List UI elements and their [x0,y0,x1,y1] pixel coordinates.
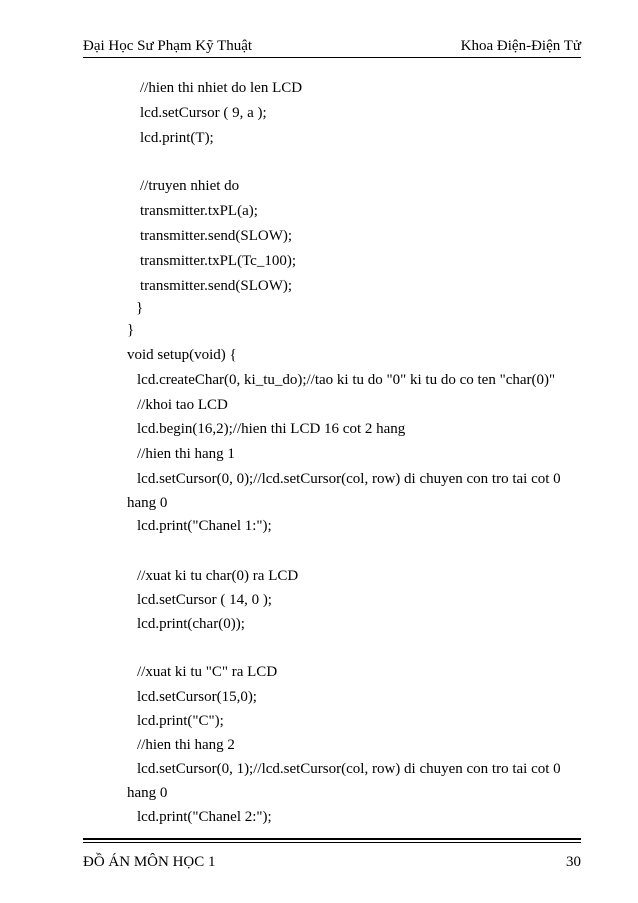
page-header [83,36,581,58]
code-line: lcd.createChar(0, ki_tu_do);//tao ki tu do "0" ki tu do co ten "char(0)" [137,372,556,388]
header-university: Đại Học Sư Phạm Kỹ Thuật [83,38,253,54]
code-line: //xuat ki tu char(0) ra LCD [137,568,299,584]
code-line: lcd.setCursor(0, 0);//lcd.setCursor(col, row) di chuyen con tro tai cot 0 [137,471,561,487]
code-line: //xuat ki tu "C" ra LCD [137,664,278,680]
code-line: lcd.print("Chanel 1:"); [137,518,272,534]
footer-course-title: ĐỒ ÁN MÔN HỌC 1 [83,854,216,870]
page-footer [83,838,581,878]
code-line: transmitter.txPL(Tc_100); [140,253,297,269]
code-line: lcd.print(T); [140,130,214,146]
code-line: transmitter.txPL(a); [140,203,258,219]
code-line: //hien thi hang 2 [137,737,235,753]
footer-rule-thin [83,842,581,843]
code-line: hang 0 [127,495,168,511]
code-line: lcd.setCursor ( 14, 0 ); [137,592,272,608]
header-faculty: Khoa Điện-Điện Tử [460,38,581,54]
code-line: lcd.setCursor ( 9, a ); [140,105,267,121]
code-line: } [136,300,144,316]
code-line: //khoi tao LCD [137,397,228,413]
page-number: 30 [566,854,581,870]
header-rule [83,57,581,58]
code-line: lcd.setCursor(0, 1);//lcd.setCursor(col, row) di chuyen con tro tai cot 0 [137,761,561,777]
code-line: lcd.print("C"); [137,713,224,729]
code-line: lcd.begin(16,2);//hien thi LCD 16 cot 2 hang [137,421,406,437]
code-line: void setup(void) { [127,347,237,363]
code-line: transmitter.send(SLOW); [140,228,293,244]
code-line: transmitter.send(SLOW); [140,278,293,294]
footer-rule-thick [83,838,581,840]
code-line: //truyen nhiet do [140,178,240,194]
code-line: //hien thi nhiet do len LCD [140,80,303,96]
code-line: hang 0 [127,785,168,801]
code-line: lcd.print("Chanel 2:"); [137,809,272,825]
code-line: lcd.setCursor(15,0); [137,689,257,705]
code-line: //hien thi hang 1 [137,446,235,462]
code-line: } [127,322,135,338]
code-line: lcd.print(char(0)); [137,616,245,632]
